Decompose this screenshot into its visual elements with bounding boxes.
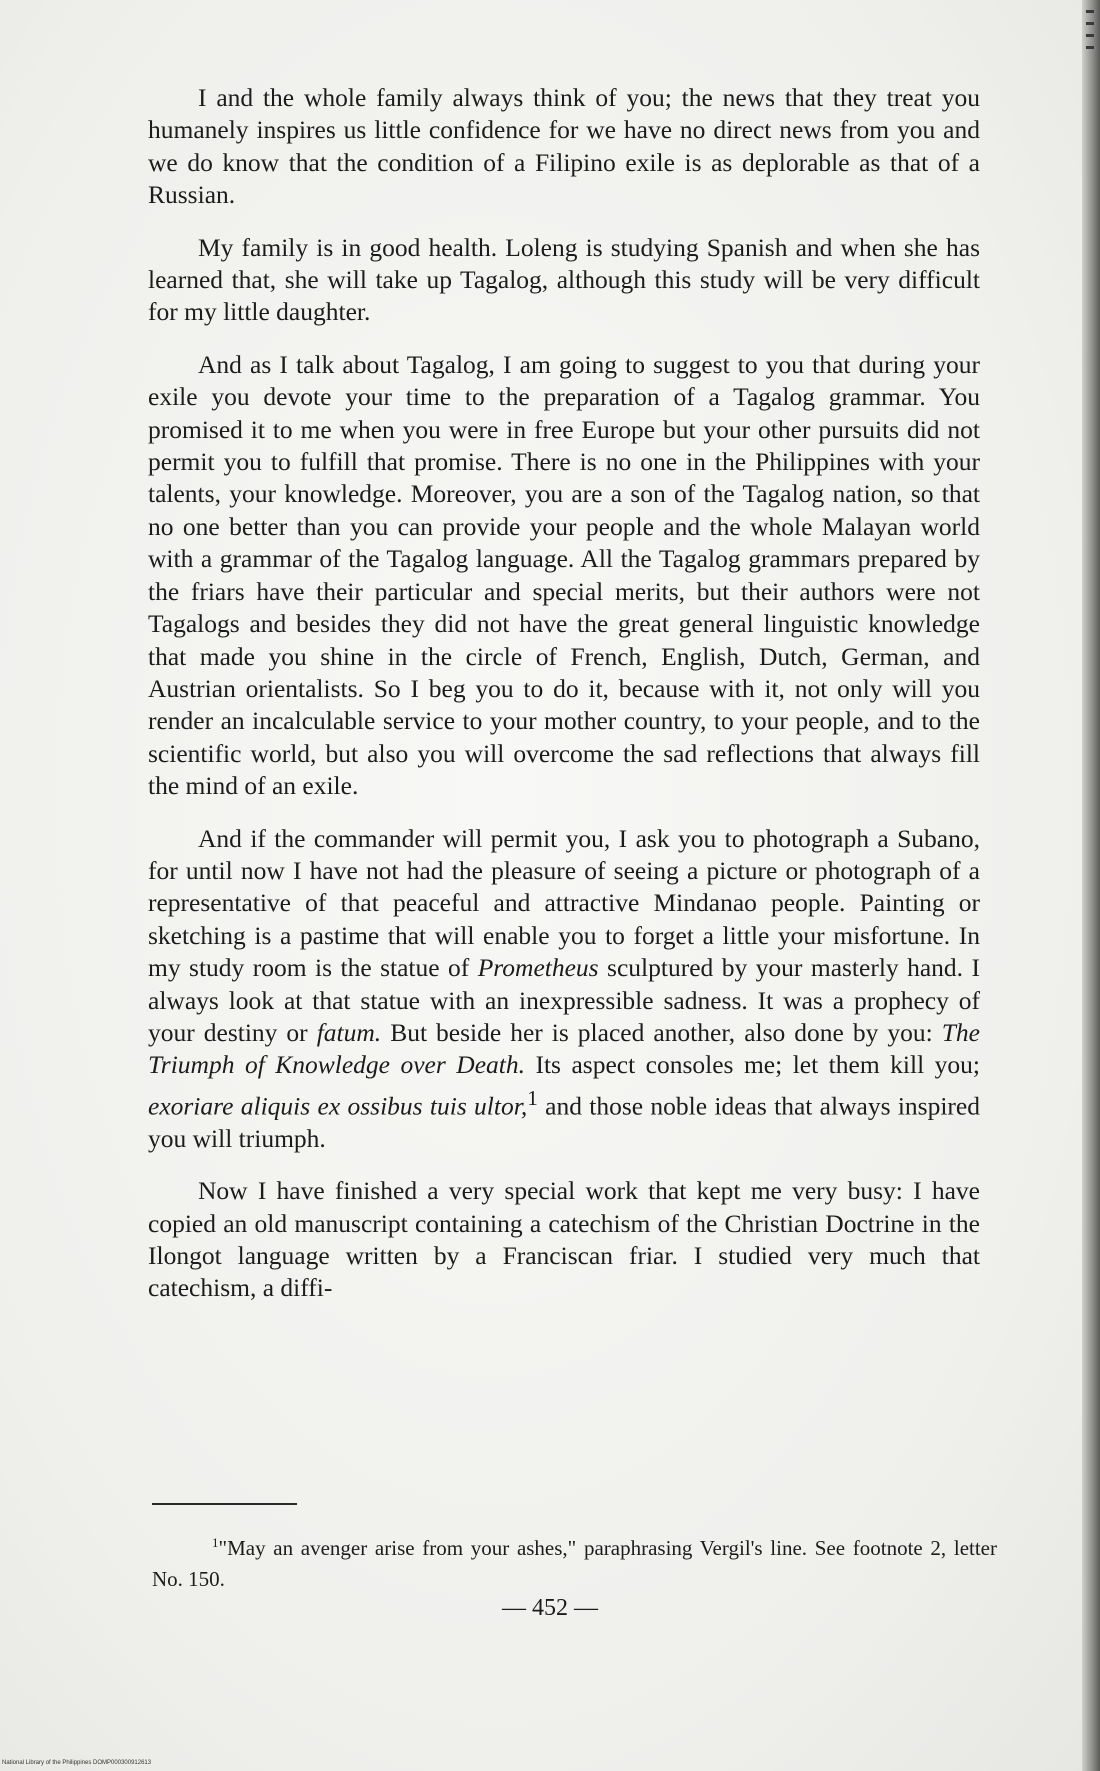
footnote-text: "May an avenger arise from your ashes," paraphrasing Vergil's line. See footnote 2, letter No. 150. xyxy=(152,1536,997,1591)
footnote-ref: 1 xyxy=(527,1085,538,1110)
edge-mark xyxy=(1086,10,1094,13)
edge-mark xyxy=(1086,22,1094,25)
page-edge-shadow xyxy=(1082,0,1100,1771)
page-number: — 452 — xyxy=(502,1595,598,1621)
edge-mark xyxy=(1086,46,1094,49)
footnote-marker: 1 xyxy=(212,1535,219,1550)
footnote-divider xyxy=(152,1503,297,1505)
paragraph-4-text-e: But beside her is placed another, also done by you: xyxy=(381,1017,942,1047)
paragraph-4-text-c: sculptured by your masterly hand. I always look at that statue with an inexpressible sadness. It was a prophecy of your destiny or xyxy=(148,953,981,1047)
triumph-title: The Triumph of Knowledge over Death. xyxy=(148,1017,980,1080)
latin-quote: exoriare aliquis ex ossibus tuis ultor, xyxy=(148,1091,528,1121)
paragraph-3: And as I talk about Tagalog, I am going to suggest to you that during your exile you devote your time to the preparation of a Tagalog grammar. You promised it to me when you were in free Europe but your other pursuits did not permit you to fulfill that promise. There is no one in the Philippines with your talents, your knowledge. Moreover, you are a son of the Tagalog nation, so that no one better than you can provide your people and the whole Malayan world with a grammar of the Tagalog language. All the Tagalog grammars prepared by the friars have their particular and special merits, but their authors were not Tagalogs and besides they did not have the great general linguistic knowledge that made you shine in the circle of French, English, Dutch, German, and Austrian orientalists. So I beg you to do it, because with it, not only will you render an incalculable service to your mother country, to your people, and to the scientific world, but also you will overcome the sad reflections that always fill the mind of an exile. xyxy=(148,349,980,801)
scan-credit: National Library of the Philippines DOMP000300912613 xyxy=(2,1760,152,1766)
paragraph-5: Now I have finished a very special work that kept me very busy: I have copied an old manuscript containing a catechism of the Christian Doctrine in the Ilongot language written by a Franciscan friar. I studied very much that catechism, a diffi- xyxy=(148,1176,980,1303)
paragraph-2: My family is in good health. Loleng is studying Spanish and when she has learned that, she will take up Tagalog, although this study will be very difficult for my little daughter. xyxy=(148,232,980,327)
fatum-word: fatum. xyxy=(316,1017,382,1047)
footnote xyxy=(152,1527,997,1595)
paragraph-4 xyxy=(148,823,980,1156)
edge-mark xyxy=(1086,34,1094,37)
paragraph-4-text-j: and those noble ideas that always inspired you will triumph. xyxy=(148,1091,980,1153)
paragraph-4-text-a: And if the commander will permit you, I ask you to photograph a Subano, for until now I have not had the pleasure of seeing a picture or photograph of a representative of that peaceful and attractive Mindanao people. Painting or sketching is a pastime that will enable you to forget a little your misfortune. In my study room is the statue of xyxy=(148,823,980,983)
paragraph-4-text-g: Its aspect consoles me; let them kill you; xyxy=(524,1050,980,1080)
letter-body xyxy=(148,82,980,1325)
prometheus-title: Prometheus xyxy=(477,953,599,983)
paragraph-1: I and the whole family always think of you; the news that they treat you humanely inspires us little confidence for we have no direct news from you and we do know that the condition of a Filipino exile is as deplorable as that of a Russian. xyxy=(148,83,980,210)
